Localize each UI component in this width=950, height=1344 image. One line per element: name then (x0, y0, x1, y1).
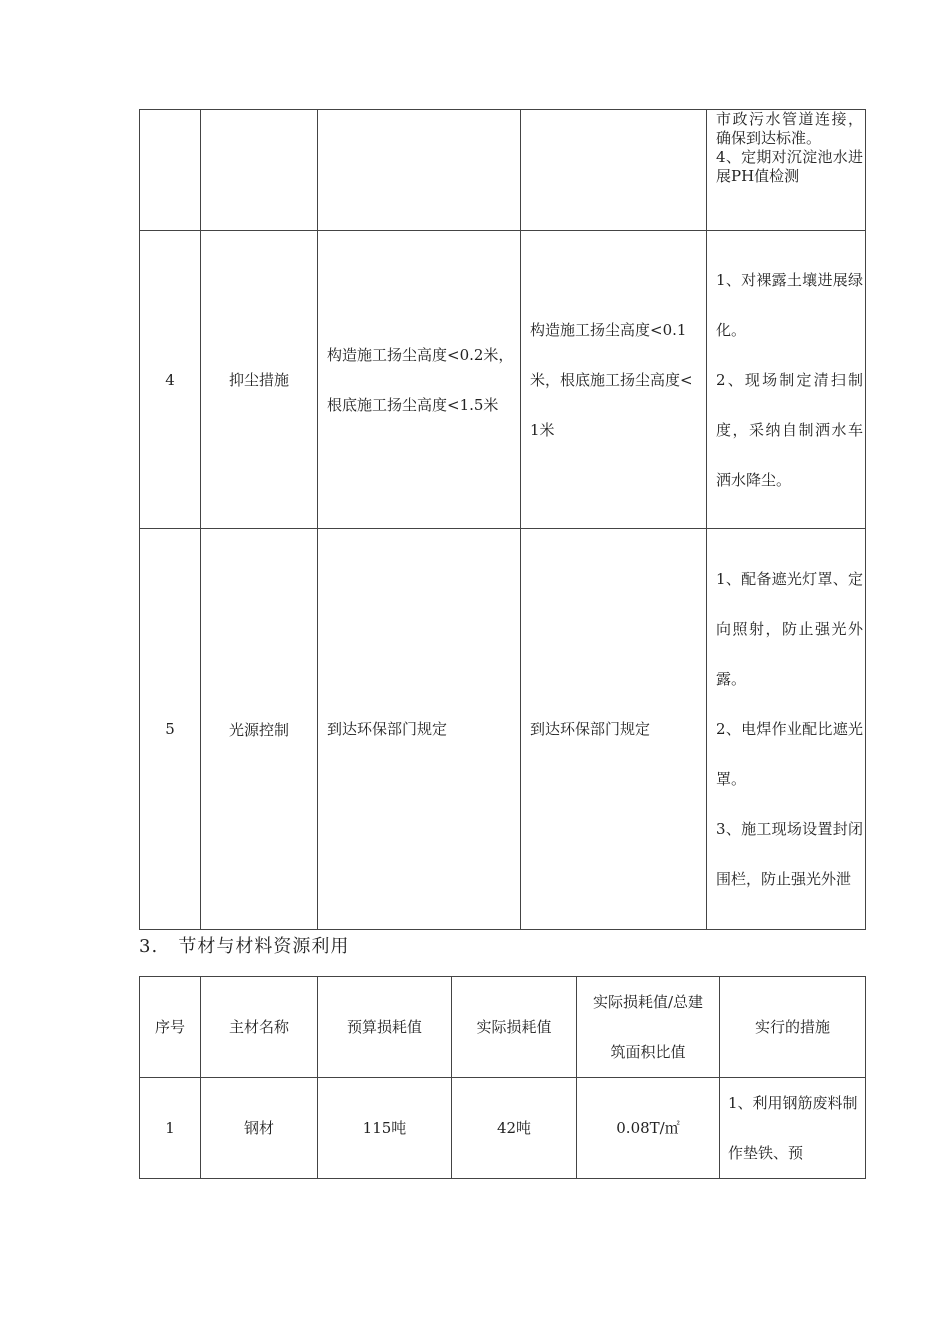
table-row (140, 110, 866, 231)
row-number: 1 (140, 1078, 201, 1179)
budget-target: 到达环保部门规定 (318, 529, 521, 930)
measure-line: 1、对裸露土壤进展绿化。 (716, 270, 863, 339)
table-row (140, 231, 866, 529)
column-header: 实际损耗值/总建筑面积比值 (577, 977, 720, 1078)
measures-cell (707, 231, 866, 529)
budget-loss: 115吨 (318, 1078, 452, 1179)
budget-target: 构造施工扬尘高度<0.2米，根底施工扬尘高度<1.5米 (318, 231, 521, 529)
actual-loss: 42吨 (452, 1078, 577, 1179)
environmental-measures-table (139, 109, 866, 930)
measure-line: 市政污水管道连接，确保到达标准。 (716, 110, 863, 147)
material-name: 钢材 (201, 1078, 318, 1179)
measure-name (201, 110, 318, 231)
actual-result (521, 110, 707, 231)
section-heading: 3. 节材与材料资源利用 (139, 936, 350, 957)
material-savings-table (139, 976, 866, 1179)
column-header: 实行的措施 (720, 977, 866, 1078)
table-row (140, 529, 866, 930)
measure-line: 3、施工现场设置封闭围栏，防止强光外泄 (716, 820, 863, 888)
budget-target (318, 110, 521, 231)
measure-line: 2、现场制定清扫制度，采纳自制洒水车洒水降尘。 (716, 370, 863, 489)
measure-line: 1、配备遮光灯罩、定向照射，防止强光外露。 (716, 570, 863, 688)
measure-name: 光源控制 (201, 529, 318, 930)
loss-ratio: 0.08T/㎡ (577, 1078, 720, 1179)
column-header: 预算损耗值 (318, 977, 452, 1078)
row-number: 5 (140, 529, 201, 930)
actual-result: 构造施工扬尘高度<0.1米，根底施工扬尘高度<1米 (521, 231, 707, 529)
measure-line: 4、定期对沉淀池水进展PH值检测 (716, 148, 863, 185)
column-header: 序号 (140, 977, 201, 1078)
measure-line: 2、电焊作业配比遮光罩。 (716, 720, 863, 788)
table-header-row (140, 977, 866, 1078)
measures-cell (707, 529, 866, 930)
column-header: 实际损耗值 (452, 977, 577, 1078)
column-header: 主材名称 (201, 977, 318, 1078)
table-row (140, 1078, 866, 1179)
measure-text: 1、利用钢筋废料制作垫铁、预 (720, 1078, 866, 1179)
measure-name: 抑尘措施 (201, 231, 318, 529)
row-number: 4 (140, 231, 201, 529)
row-number (140, 110, 201, 231)
measures-cell (707, 110, 866, 231)
actual-result: 到达环保部门规定 (521, 529, 707, 930)
